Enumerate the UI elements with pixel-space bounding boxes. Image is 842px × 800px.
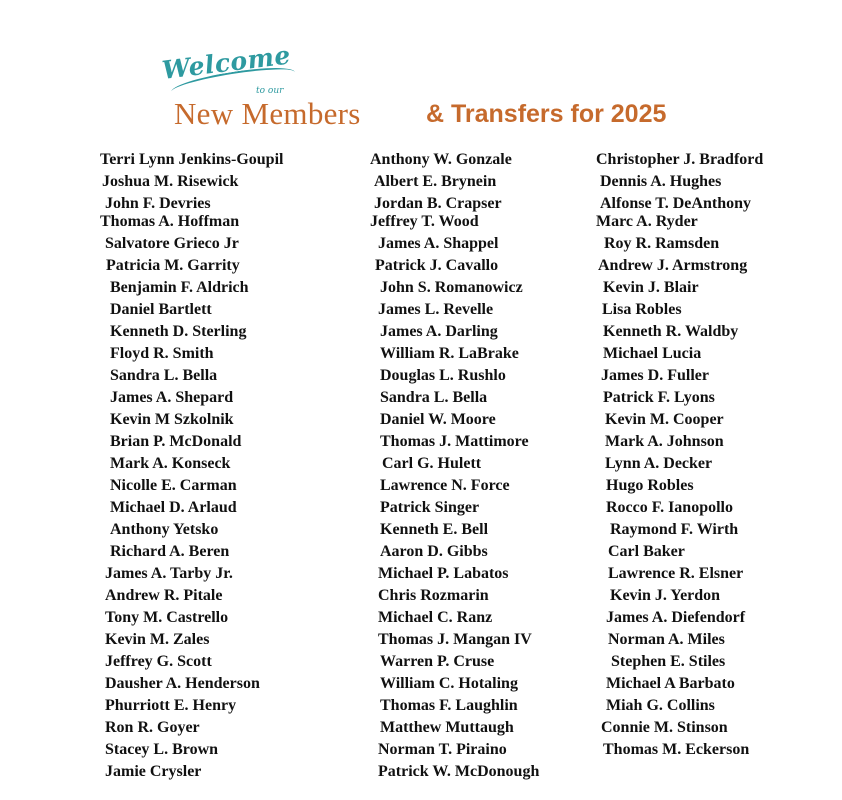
member-name: Anthony W. Gonzale [370, 151, 512, 168]
member-name: Kevin J. Yerdon [610, 587, 721, 604]
member-name: Douglas L. Rushlo [380, 367, 506, 384]
member-name: Michael Lucia [603, 345, 702, 362]
member-name: Patrick Singer [380, 499, 480, 516]
member-name: Benjamin F. Aldrich [110, 279, 249, 296]
member-name: Jordan B. Crapser [374, 195, 502, 212]
member-name: John F. Devries [105, 195, 211, 212]
member-name: Jeffrey T. Wood [370, 213, 479, 230]
member-name: Joshua M. Risewick [102, 173, 239, 190]
member-name: Michael D. Arlaud [110, 499, 237, 516]
member-name: Floyd R. Smith [110, 345, 214, 362]
member-name: Dennis A. Hughes [600, 173, 722, 190]
member-name: Kenneth D. Sterling [110, 323, 247, 340]
member-name: James D. Fuller [601, 367, 709, 384]
member-name: Thomas J. Mattimore [380, 433, 529, 450]
member-name: Hugo Robles [606, 477, 694, 494]
member-name: James A. Tarby Jr. [105, 565, 233, 582]
member-name: James A. Shepard [110, 389, 234, 406]
member-name: Daniel W. Moore [380, 411, 496, 428]
member-name: Patricia M. Garrity [106, 257, 240, 274]
member-name: Kenneth E. Bell [380, 521, 489, 538]
member-name: John S. Romanowicz [380, 279, 523, 296]
member-name: Michael C. Ranz [378, 609, 493, 626]
member-name: Dausher A. Henderson [105, 675, 260, 692]
member-name: Chris Rozmarin [378, 587, 489, 604]
member-name: James A. Darling [380, 323, 498, 340]
new-members-title: New Members [174, 96, 361, 131]
member-name: Aaron D. Gibbs [380, 543, 488, 560]
member-name: Michael P. Labatos [378, 565, 509, 582]
member-name: Salvatore Grieco Jr [105, 235, 239, 252]
member-name: Miah G. Collins [606, 697, 715, 714]
transfers-title: & Transfers for 2025 [426, 100, 667, 128]
member-name: Lawrence N. Force [380, 477, 510, 494]
member-name: Matthew Muttaugh [380, 719, 514, 736]
member-name: Kevin M. Cooper [605, 411, 724, 428]
member-name: Lynn A. Decker [605, 455, 713, 472]
member-name: Carl G. Hulett [382, 455, 482, 472]
member-name: Raymond F. Wirth [610, 521, 739, 538]
member-name: Sandra L. Bella [110, 367, 218, 384]
member-name: James L. Revelle [378, 301, 494, 318]
member-name: Connie M. Stinson [601, 719, 728, 736]
member-name: Daniel Bartlett [110, 301, 212, 318]
member-name: William R. LaBrake [380, 345, 519, 362]
member-name: Roy R. Ramsden [604, 235, 720, 252]
member-name: Mark A. Johnson [605, 433, 724, 450]
member-name: Patrick W. McDonough [378, 763, 540, 780]
member-name: Warren P. Cruse [380, 653, 495, 670]
member-name: Alfonse T. DeAnthony [600, 195, 751, 212]
member-name: Terri Lynn Jenkins-Goupil [100, 151, 284, 168]
member-name: Thomas F. Laughlin [380, 697, 518, 714]
member-name: Mark A. Konseck [110, 455, 231, 472]
member-name: Tony M. Castrello [105, 609, 229, 626]
member-name: Andrew R. Pitale [105, 587, 223, 604]
member-name: William C. Hotaling [380, 675, 518, 692]
member-name: James A. Diefendorf [606, 609, 746, 626]
member-name: Jeffrey G. Scott [105, 653, 212, 670]
member-name: Thomas A. Hoffman [100, 213, 240, 230]
member-name: Kenneth R. Waldby [603, 323, 739, 340]
member-name: Patrick F. Lyons [603, 389, 715, 406]
member-name: Norman T. Piraino [378, 741, 507, 758]
member-name: Rocco F. Ianopollo [606, 499, 733, 516]
member-name: Stephen E. Stiles [611, 653, 726, 670]
member-name: Richard A. Beren [110, 543, 230, 560]
member-name: Christopher J. Bradford [596, 151, 764, 168]
member-name: Patrick J. Cavallo [375, 257, 499, 274]
member-name: Kevin J. Blair [603, 279, 699, 296]
member-name: Kevin M Szkolnik [110, 411, 234, 428]
member-name: Lawrence R. Elsner [608, 565, 744, 582]
member-name: Phurriott E. Henry [105, 697, 237, 714]
header [0, 0, 842, 140]
member-name: Kevin M. Zales [105, 631, 210, 648]
member-name: Thomas J. Mangan IV [378, 631, 532, 648]
member-name: Lisa Robles [602, 301, 682, 318]
member-name: Ron R. Goyer [105, 719, 200, 736]
member-name: Sandra L. Bella [380, 389, 488, 406]
member-name: Carl Baker [608, 543, 685, 560]
member-name: Marc A. Ryder [596, 213, 698, 230]
member-name: Anthony Yetsko [110, 521, 219, 538]
member-name: James A. Shappel [378, 235, 499, 252]
member-name: Brian P. McDonald [110, 433, 242, 450]
member-name: Norman A. Miles [608, 631, 725, 648]
member-name: Andrew J. Armstrong [598, 257, 748, 274]
member-name: Thomas M. Eckerson [603, 741, 750, 758]
to-our-text: to our [256, 86, 284, 96]
member-name: Nicolle E. Carman [110, 477, 237, 494]
welcome-text: Welcome [160, 40, 293, 85]
member-name: Jamie Crysler [105, 763, 202, 780]
member-name: Stacey L. Brown [105, 741, 219, 758]
member-name: Albert E. Brynein [374, 173, 497, 190]
member-name: Michael A Barbato [606, 675, 735, 692]
